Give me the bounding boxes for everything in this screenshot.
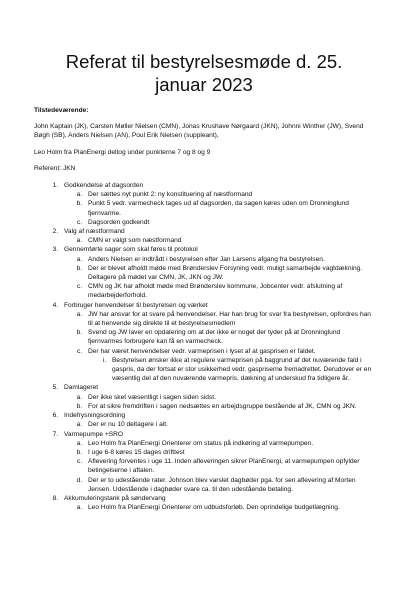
document-page: [0, 50, 400, 600]
agenda-sublist: [64, 393, 374, 411]
agenda-subitem: a. Der er nu 10 deltagere i alt.: [84, 420, 374, 429]
agenda-item: [60, 383, 374, 411]
agenda-item: [60, 181, 374, 227]
agenda-subitem: a. Leo Holm fra PlanEnergi Orienterer om udbudsforløb. Den oprindelige budgetlægning.: [84, 503, 374, 512]
agenda-subitem: a. JW har ansvar for at svare på henvendelser. Har han brug for svar fra bestyrelsen, opfordres han til at henvende sig direkte til et bestyrelsesmedlem: [84, 310, 374, 328]
agenda-subitem: a. CMN er valgt som næstformand: [84, 236, 374, 245]
agenda-subitem-text: Der har været henvendelser vedr. varmeprisen i lyset af at gasprisen er faldet.: [88, 347, 316, 355]
agenda-item: [60, 227, 374, 245]
agenda-subsublist: [88, 356, 374, 384]
agenda-subitem: a. Der ikke sket væsentligt i sagen siden sidst.: [84, 393, 374, 402]
agenda-item-title: Varmepumpe +SRO: [64, 430, 124, 438]
agenda-subitem: [84, 347, 374, 384]
agenda-subitem: a. Der sættes nyt punkt 2: ny konstituering af næstformand: [84, 190, 374, 199]
referent-line: Referent: JKN: [34, 164, 76, 172]
agenda-list: [34, 181, 374, 512]
agenda-subitem: b. Der er blevet afholdt møde med Brønderslev Forsyning vedr. muligt samarbejde vagtdækning. Deltagere på mødet var CMN, JK, JKN og JW.: [84, 264, 374, 282]
agenda-subsubitem: i. Bestyrelsen ønsker ikke at regulere varmeprisen på baggrund af det nuværende fald i gaspris, da der fortsat er stor usikkerhed vedr. gaspriserne fremadrettet. Derudover er en væsentlig del af den nuværende varmepris, dækning af underskud fra tidligere år.: [108, 356, 374, 384]
agenda-item: [60, 411, 374, 429]
page-title: Referat til bestyrelsesmøde d. 25. januar 2023: [65, 51, 343, 95]
agenda-subitem: b. For at sikre fremdriften i sagen nedsættes en arbejdsgruppe bestående af JK, CMN og JKN.: [84, 402, 374, 411]
agenda-item-title: Forbruger henvendelser til bestyrelsen og værket: [64, 301, 208, 309]
agenda-subitem: b. I uge 6-8 køres 15 dages drifttest: [84, 448, 374, 457]
agenda-subitem: a. Anders Nielsen er indtrådt i bestyrelsen efter Jan Larsens afgang fra bestyrelsen.: [84, 255, 374, 264]
agenda-sublist: [64, 236, 374, 245]
agenda-subitem: c. Dagsorden godkendt: [84, 218, 374, 227]
guest-note: Leo Holm fra PlanEnergi deltog under punkterne 7 og 8 og 9: [34, 148, 211, 156]
present-heading: Tilstedeværende:: [34, 107, 89, 114]
agenda-item-title: Akkumuleringstank på søndervang: [64, 494, 166, 502]
agenda-item: [60, 430, 374, 494]
agenda-item-title: Valg af næstformand: [64, 228, 125, 236]
agenda-subitem: c. CMN og JK har afholdt møde med Brønderslev kommune, Jobcenter vedr. afslutning af medarbejderforhold.: [84, 282, 374, 300]
agenda-item-title: Godkendelse af dagsorden: [64, 182, 144, 190]
agenda-item: [60, 301, 374, 384]
agenda-sublist: [64, 255, 374, 301]
agenda-subitem: a. Leo Holm fra PlanEnergi Orienterer om status på indkøring af varmepumpen.: [84, 439, 374, 448]
agenda-item-title: Gennemførte sager som skal føres til protokol: [64, 246, 198, 254]
agenda-item: [60, 245, 374, 300]
agenda-sublist: [64, 310, 374, 384]
agenda-subitem: b. Svend og JW laver en opdatering om at der ikke er noget der tyder på at Dronninglund fjernvarmes forbrugere kan få en varmecheck.: [84, 328, 374, 346]
attendees-list: John Kaptain (JK), Carsten Møller Nielsen (CMN), Jonas Krushave Nørgaard (JKN), Johnni Winther (JW), Svend Bøgh (SB), Anders Nielsen (AN), Poul Erik Nielsen (suppleant),: [34, 123, 364, 140]
agenda-sublist: [64, 420, 374, 429]
agenda-item-title: Damlageret: [64, 384, 99, 392]
agenda-subitem: b. Punkt 5 vedr. varmecheck tages ud af dagsorden, da sagen køres uden om Dronninglund fjernvarme.: [84, 199, 374, 217]
agenda-sublist: [64, 503, 374, 512]
agenda-sublist: [64, 439, 374, 494]
agenda-subitem: d. Der er to udestående rater. Johnson blev varslet dagbøder pga. for sen aflevering af Morten Jensen. Udestående i dagbøder svare ca. til den udestående betaling.: [84, 476, 374, 494]
agenda-subitem: c. Aflevering forventes i uge 11. Inden afleveringen sikrer PlanEnergi, at varmepumpen opfylder betingelserne i aftalen.: [84, 457, 374, 475]
agenda-item-title: Indefrysningsordning: [64, 412, 126, 420]
agenda-item: [60, 494, 374, 512]
agenda-sublist: [64, 190, 374, 227]
